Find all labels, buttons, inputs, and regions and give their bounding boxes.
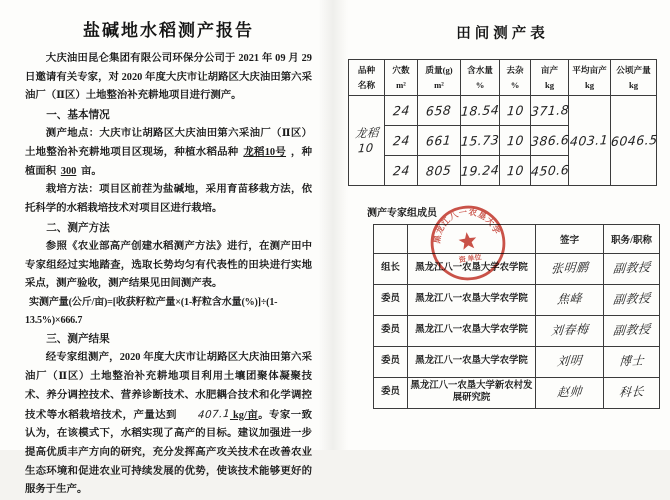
holes-cell	[385, 96, 418, 126]
field-col-header	[500, 60, 531, 96]
field-col-header	[385, 60, 418, 96]
member-role-cell: 委员	[374, 316, 408, 347]
avg-yield-cell	[569, 96, 611, 186]
expert-member-row	[374, 347, 660, 378]
member-title-handwritten: 科长	[618, 384, 645, 400]
member-title-cell	[604, 378, 660, 409]
holes-cell	[385, 126, 418, 156]
mass-cell	[418, 156, 461, 186]
expert-header-title: 职务/职称	[604, 225, 660, 254]
member-signature-handwritten: 刘明	[556, 353, 583, 369]
member-signature-cell	[536, 316, 604, 347]
moisture-cell-handwritten: 18.54	[460, 101, 500, 119]
field-col-header	[611, 60, 657, 96]
field-col-header-line1: 质量(g)	[425, 65, 453, 75]
field-col-header-line2: kg	[584, 79, 595, 90]
field-table-head	[349, 60, 657, 96]
section-2-heading: 二、测产方法	[46, 222, 110, 234]
mass-cell-handwritten: 661	[425, 132, 453, 149]
impurity-cell-handwritten: 10	[505, 132, 525, 149]
moisture-cell-handwritten: 15.73	[460, 131, 500, 149]
mass-cell	[418, 96, 461, 126]
member-signature-handwritten: 张明鹏	[550, 260, 589, 277]
mass-cell-handwritten: 805	[425, 162, 453, 179]
method-paragraph: 参照《农业部高产创建水稻测产方法》进行，在测产田中专家组经过实地踏查，选取长势均匀有代表性的田块进行实地采点，测产验收，测产结果见田间测产表。	[25, 240, 312, 290]
yield-formula: 实测产量(公斤/亩)=[收获籽粒产量×(1-籽粒含水量(%)]÷(1-13.5%)×666.7	[25, 297, 278, 327]
report-page	[0, 0, 335, 496]
expert-header-signature: 签字	[536, 225, 604, 254]
member-title-cell	[604, 254, 660, 285]
moisture-cell-handwritten: 19.24	[460, 161, 500, 179]
member-role-cell: 组长	[374, 254, 408, 285]
member-role-cell: 委员	[374, 347, 408, 378]
expert-header-blank-role	[374, 225, 408, 254]
impurity-cell-handwritten: 10	[505, 162, 525, 179]
field-col-header	[418, 60, 461, 96]
member-signature-cell	[536, 347, 604, 378]
member-signature-handwritten: 赵帅	[556, 384, 583, 400]
mass-cell-handwritten: 658	[425, 102, 453, 119]
field-col-header-line1: 平均亩产	[572, 65, 607, 75]
field-col-header-line1: 公顷产量	[616, 65, 651, 75]
impurity-cell	[500, 156, 531, 186]
holes-cell	[385, 156, 418, 186]
field-data-row	[349, 96, 657, 126]
section-3-heading: 三、测产结果	[46, 334, 110, 346]
impurity-cell	[500, 126, 531, 156]
field-col-header-line1: 品种	[357, 65, 376, 75]
moisture-cell	[461, 156, 500, 186]
hectare-yield-cell	[611, 96, 657, 186]
member-signature-handwritten: 焦峰	[556, 291, 583, 307]
expert-member-row	[374, 378, 660, 409]
field-table-body	[349, 96, 657, 186]
field-col-header-line2: m²	[434, 79, 444, 90]
field-col-header-line1: 亩产	[540, 65, 559, 75]
member-role-cell: 委员	[374, 378, 408, 409]
field-measurement-table	[348, 59, 657, 186]
member-title-handwritten: 博士	[618, 353, 645, 369]
field-col-header-line1: 含水量	[467, 65, 493, 75]
yield-value-handwritten: 407.1	[197, 407, 231, 421]
yield-unit: kg/亩	[233, 409, 259, 421]
expert-member-row	[374, 254, 660, 285]
member-signature-handwritten: 刘春梅	[550, 322, 589, 339]
yield-figure	[177, 407, 259, 421]
expert-member-row	[374, 316, 660, 347]
yield-cell	[531, 96, 569, 126]
location-paragraph	[25, 125, 312, 181]
member-role-cell: 委员	[374, 285, 408, 316]
tables-page	[335, 0, 670, 450]
expert-panel-label: 测产专家组成员	[367, 208, 437, 220]
impurity-cell	[500, 96, 531, 126]
expert-member-row	[374, 285, 660, 316]
location-text-suffix: 亩。	[78, 165, 102, 177]
planting-area-value: 300	[60, 165, 77, 177]
field-col-header-line1: 去杂	[506, 65, 524, 75]
expert-table-body	[374, 254, 660, 409]
report-title: 盐碱地水稻测产报告	[83, 21, 254, 40]
member-title-cell	[604, 285, 660, 316]
yield-cell-handwritten: 371.8	[530, 101, 570, 119]
expert-header-row	[374, 225, 660, 254]
variety-handwritten: 龙稻10	[354, 125, 380, 156]
member-title-handwritten: 副教授	[612, 260, 651, 277]
field-col-header-line2: %	[510, 79, 520, 90]
seal-ring-text: 黑龙江八一农垦大学	[432, 207, 502, 245]
impurity-cell-handwritten: 10	[505, 102, 525, 119]
intro-paragraph: 大庆油田昆仑集团有限公司环保分公司于 2021 年 09 月 29 日邀请有关专家，对 2020 年度大庆市让胡路区大庆油田第六采油厂（Ⅱ区）土地整治补充耕地项目进行测产。	[25, 53, 312, 102]
field-col-header	[569, 60, 611, 96]
moisture-cell	[461, 96, 500, 126]
yield-cell	[531, 156, 569, 186]
field-col-header-line2: kg	[628, 79, 639, 90]
field-col-header-line2: kg	[544, 79, 555, 90]
field-col-header-line2: %	[475, 79, 485, 90]
result-text-suffix: 。专家一致认为，在该模式下，水稻实现了高产的目标。建议加强进一步提高优质丰产方向的研究，充分发挥高产攻关技术在改善农业生态环境和促进农业可持续发展的优势，使该技术能够更好的服务于生产。	[25, 409, 312, 496]
member-unit-cell: 黑龙江八一农垦大学农学院	[408, 254, 536, 285]
member-unit-cell: 黑龙江八一农垦大学农学院	[408, 347, 536, 378]
member-signature-cell	[536, 285, 604, 316]
member-signature-cell	[536, 378, 604, 409]
avg-yield-handwritten: 403.1	[569, 131, 610, 149]
field-col-header	[461, 60, 500, 96]
yield-cell-handwritten: 450.6	[530, 161, 570, 179]
holes-cell-handwritten: 24	[391, 102, 411, 119]
cultivation-paragraph: 栽培方法：项目区前茬为盐碱地，采用育苗移栽方法，依托科学的水稻栽培技术对项目区进行栽培。	[25, 184, 312, 215]
section-1-heading: 一、基本情况	[46, 110, 110, 122]
field-col-header-line2: m²	[396, 79, 406, 90]
field-col-header	[531, 60, 569, 96]
member-title-cell	[604, 316, 660, 347]
member-title-handwritten: 副教授	[612, 291, 651, 308]
rice-variety-value: 龙稻10号	[243, 146, 287, 158]
expert-header-blank-unit	[408, 225, 536, 254]
seal-inner-text: 资 单位	[458, 253, 483, 265]
result-paragraph	[25, 349, 312, 500]
location-text-prefix: 测产地点：大庆市让胡路区大庆油田第六采油厂（Ⅱ区）土地整治补充耕地项目区现场，种植水稻品种	[25, 128, 312, 158]
mass-cell	[418, 126, 461, 156]
field-col-header-line1: 穴数	[392, 65, 410, 75]
member-title-handwritten: 副教授	[612, 322, 651, 339]
field-table-title: 田间测产表	[456, 26, 549, 42]
member-title-cell	[604, 347, 660, 378]
result-text-prefix: 经专家组测产，2020 年度大庆市让胡路区大庆油田第六采油厂（Ⅱ区）土地整治补充耕地项目利用土壤团聚体凝聚技术、养分调控技术、营养诊断技术、水肥耦合技术和化学调控技术等水稻栽培技术，产量达到	[25, 352, 312, 421]
location-text-mid: ，种植面积	[25, 146, 312, 177]
moisture-cell	[461, 126, 500, 156]
member-signature-cell	[536, 254, 604, 285]
field-col-header-line2: 名称	[357, 79, 376, 90]
holes-cell-handwritten: 24	[391, 162, 411, 179]
member-unit-cell: 黑龙江八一农垦大学新农村发展研究院	[408, 378, 536, 409]
field-col-header	[349, 60, 385, 96]
yield-cell	[531, 126, 569, 156]
holes-cell-handwritten: 24	[391, 132, 411, 149]
hectare-yield-handwritten: 6046.5	[610, 131, 659, 149]
member-unit-cell: 黑龙江八一农垦大学农学院	[408, 285, 536, 316]
yield-cell-handwritten: 386.6	[530, 131, 570, 149]
expert-table-head	[374, 225, 660, 254]
variety-cell	[349, 96, 385, 186]
expert-panel-table	[373, 224, 660, 409]
field-header-row	[349, 60, 657, 96]
member-unit-cell: 黑龙江八一农垦大学农学院	[408, 316, 536, 347]
